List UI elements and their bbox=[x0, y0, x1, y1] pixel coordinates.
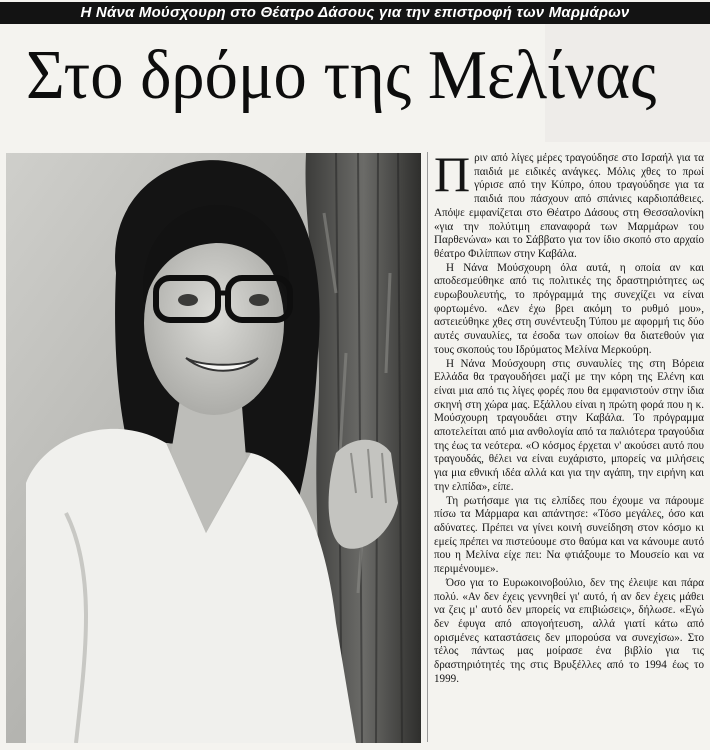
column-rule bbox=[427, 152, 428, 742]
portrait-photo-illustration bbox=[6, 153, 421, 743]
article-paragraph-4: Τη ρωτήσαμε για τις ελπίδες που έχουμε να πάρουμε πίσω τα Μάρμαρα και απάντησε: «Τόσο μεγάλες, όσο και αδύνατες. Πρέπει να γίνει κοινή συνείδηση στον κόσμο κι εμείς πρέπει να πιστεύουμε στο θαύμα και να κάνουμε αυτό που η Μελίνα είχε πει: Να φτιάξουμε το Μουσείο και να περιμένουμε». bbox=[434, 494, 704, 576]
headline: Στο δρόμο της Μελίνας bbox=[26, 37, 657, 114]
article-paragraph-5: Όσο για το Ευρωκοινοβούλιο, δεν της έλειψε και πάρα πολύ. «Αν δεν έχεις γεννηθεί γι' αυτό, ή αν δεν έχεις μάθει να ζεις μ' αυτό δεν μπορείς να επιβιώσεις», δήλωσε. «Εγώ δεν έφυγα από απογοήτευση, αλλά γιατί κάτω από ορισμένες καταστάσεις δεν μπορούσα να συνεχίσω». Στο τέλος πάντως μας μοίρασε ένα βιβλίο για τις δραστηριότητές της στις Βρυξέλλες από το 1994 έως το 1999. bbox=[434, 576, 704, 685]
drop-cap: Π bbox=[434, 152, 471, 202]
article-body bbox=[434, 152, 704, 748]
article-paragraph-3: Η Νάνα Μούσχουρη στις συναυλίες της στη Βόρεια Ελλάδα θα τραγουδήσει μαζί με την κόρη της Ελένη και είναι μια από τις λίγες φορές που θα εμφανιστούν στην ίδια σκηνή στη χώρα μας. Εξάλλου είναι η πρώτη φορά που η κ. Μούσχουρη τραγουδάει στην Καβάλα. Το πρόγραμμα αποτελείται από μια ανθολογία από τα παλιότερα τραγούδια της έως τα νεότερα. «Ο κόσμος έρχεται ν' ακούσει αυτό που τραγουδάς, θέλει να είναι ευχάριστο, μπορείς να μιλήσεις για μια εθνική ιδέα αλλά και για την αγάπη, την ειρήνη και την ελπίδα», είπε. bbox=[434, 357, 704, 493]
article-paragraph-1 bbox=[434, 152, 704, 262]
article-paragraph-1-text: ριν από λίγες μέρες τραγούδησε στο Ισραήλ για τα παιδιά με ειδικές ανάγκες. Μόλις χθες το πρωί γύρισε από την Κύπρο, όπου τραγούδησε για τα παιδιά που πάσχουν από σπάνιες καρδιοπάθειες. Απόψε εμφανίζεται στο Θέατρο Δάσους στη Θεσσαλονίκη «για την πολύτιμη επαναφορά των Μαρμάρων του Παρθενώνα» και το Σάββατο για τον ίδιο σκοπό στο αρχαίο θέατρο Φιλίππων στην Καβάλα. bbox=[434, 152, 704, 260]
article-paragraph-2: Η Νάνα Μούσχουρη όλα αυτά, η οποία αν και αποδεσμεύθηκε από τις πολιτικές της δραστηριότητες ως ευρωβουλευτής, το πρόγραμμά της συνεχίζει να είναι φορτωμένο. «Δεν έχω βρει ακόμη το ρυθμό μου», αστειεύθηκε χθες στη συνέντευξη Τύπου με αφορμή τις δύο αυτές συναυλίες, τα έσοδα των οποίων θα διατεθούν για τους σκοπούς του Ιδρύματος Μελίνα Μερκούρη. bbox=[434, 261, 704, 356]
portrait-photo bbox=[6, 153, 421, 743]
kicker-banner: Η Νάνα Μούσχουρη στο Θέατρο Δάσους για την επιστροφή των Μαρμάρων bbox=[0, 2, 710, 24]
